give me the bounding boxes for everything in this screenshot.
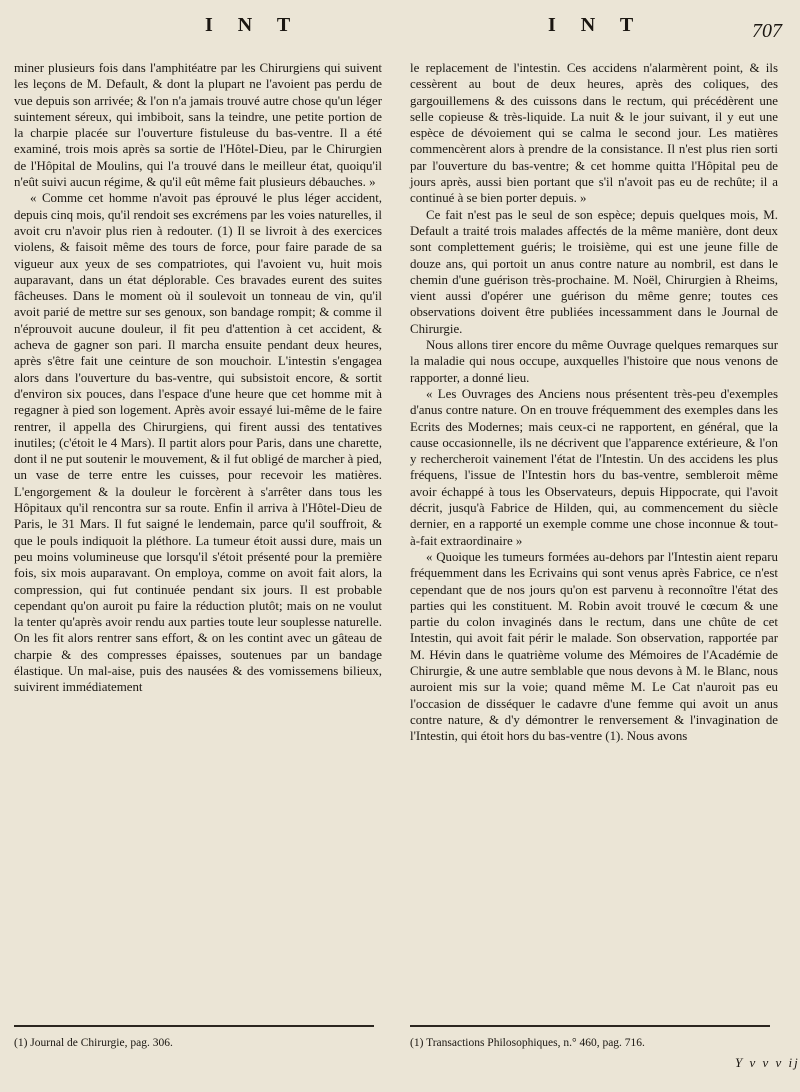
left-paragraph-1: miner plusieurs fois dans l'amphitéatre par les Chirurgiens qui suivent les leçons de M. Default, & dont la plupart ne l'avoient pas perdu de vue depuis son arrivée; & l'on n'a jamais trouvé autre chose qu'un léger suintement séreux, qui imbiboit, sans la teindre, une petite portion de la charpie placée sur l'ouverture fistuleuse du bas-ventre. Il a été examiné, trois mois après sa sortie de l'Hôtel-Dieu, par le Chirurgien de l'Hôpital de Moulins, qui l'a trouvé dans le meilleur état, quoiqu'il n'eût suivi aucun régime, & qu'il eût même fait plusieurs débauches. » [14,61,382,190]
right-paragraph-4: « Les Ouvrages des Anciens nous présentent très-peu d'exemples d'anus contre nature. On en trouve fréquemment des exemples dans les Ecrits des Modernes; mais ceux-ci ne rapportent, en général, que la cause occasionnelle, ils ne décrivent que l'apparence extérieure, & l'on y rechercheroit vainement l'état de l'Intestin. Un des accidens les plus fréquens, l'issue de l'Intestin hors du bas-ventre, sembleroit même avoir échappé à tous les Observateurs, depuis Hippocrate, qui l'avoit décrit, jusqu'à Fabrice de Hilden, qui, au commencement du siècle dernier, en a rapporté un exemple comme une chose inconnue & tout-à-fait extraordinaire » [410,386,778,548]
running-head-right: I N T [548,14,644,36]
signature-mark: Y v v v ij [735,1055,800,1070]
left-paragraph-2: « Comme cet homme n'avoit pas éprouvé le plus léger accident, depuis cinq mois, qu'il rendoit ses excrémens par les voies naturelles, il avoit cru n'avoir plus rien à redouter. (1) Il se livroit à des exercices violens, & faisoit même des tours de force, pour faire parade de sa vigueur aux yeux de ses compatriotes, qui l'avoient vu, huit mois auparavant, dans un état déplorable. Ces bravades eurent des suites fâcheuses. Dans le moment où il soulevoit un tonneau de vin, qu'il avoit parié de mettre sur ses genoux, son bandage rompit; & comme il n'éprouvoit aucune douleur, il fit peu d'attention à cet accident, & acheva de gagner son pari. Il marcha ensuite pendant deux heures, après s'être fait une ceinture de son mouchoir. L'intestin s'engagea alors dans l'ouverture du bas-ventre, qui subsistoit encore, & sortit d'environ six pouces, dans l'espace d'une heure que cet homme mit à regagner à pied son logement. Après avoir essayé lui-même de le faire rentrer, il appella des Chirurgiens, qui firent aussi des tentatives inutiles; (c'étoit le 4 Mars). Il partit alors pour Paris, dans une charette, dont il ne put soutenir le mouvement, & il fut obligé de marcher à pied, un vase de terre entre les cuisses, pour recevoir les matières. L'engorgement & la douleur le forcèrent à s'arrêter dans tous les Hôpitaux qu'il rencontra sur sa route. Enfin il arriva à l'Hôtel-Dieu de Paris, le 31 Mars. Il fut saigné le lendemain, parce qu'il souffroit, & que le pouls indiquoit la pléthore. La tumeur étoit aussi dure, mais un peu moins volumineuse que lorsqu'il s'étoit présenté pour la première fois, six mois auparavant. On employa, comme on avoit fait alors, la compression, qui fut continuée pendant six jours. Il est probable cependant qu'on auroit pu faire la réduction plutôt; mais on ne voulut la tenter qu'après avoir rendu aux parties toute leur souplesse naturelle. On les fit alors rentrer sans effort, & on les contint avec un gâteau de charpie & des compresses épaisses, soutenues par un bandage élastique. Un mal-aise, puis des nausées & des vomissemens bilieux, suivirent immédiatement [14,191,383,695]
right-paragraph-1: le replacement de l'intestin. Ces accidens n'alarmèrent point, & ils cessèrent au bout de deux heures, après des coliques, des gargouillemens & des cuissons dans le rectum, qui précédèrent une selle copieuse & très-liquide. La nuit & le jour suivant, il y eut une espèce de dévoiement qui se calma le second jour. Les matières commencèrent alors à prendre de la consistance. Il n'est plus rien sorti par l'ouverture du bas-ventre; & cet homme quitta l'Hôpital peu de jours après, aussi bien portant que s'il n'avoit pas eu de rechûte; il a continué à se bien porter depuis. » [410,61,778,206]
footnote-left: (1) Journal de Chirurgie, pag. 306. [14,1037,173,1049]
footnote-divider-left [14,1025,374,1027]
left-column [14,60,382,696]
page-number: 707 [752,20,782,42]
right-paragraph-2: Ce fait n'est pas le seul de son espèce; depuis quelques mois, M. Default a traité trois malades affectés de la même manière, dont deux sont complettement guéris; le troisième, qui est une jeune fille de douze ans, qui portoit un anus contre nature au nombril, est dans le chemin d'une guérison très-prochaine. M. Noël, Chirurgien à Rheims, vient aussi d'opérer une guérison du même genre; toutes ces observations doivent être publiées incessamment dans le Journal de Chirurgie. [410,207,778,336]
footnote-divider-right [410,1025,770,1027]
footnote-right: (1) Transactions Philosophiques, n.° 460, pag. 716. [410,1037,645,1049]
right-paragraph-3: Nous allons tirer encore du même Ouvrage quelques remarques sur la maladie qui nous occupe, auxquelles l'histoire que nous venons de rapporter, a donné lieu. [410,338,778,385]
right-paragraph-5: « Quoique les tumeurs formées au-dehors par l'Intestin aient reparu fréquemment dans les Ecrivains qui sont venus après Fabrice, ce n'est cependant que de nos jours qu'on est parvenu à reconnoître l'état des parties qui les constituent. M. Robin avoit trouvé le cœcum & une partie du colon invaginés dans le rectum, dans une chûte de cet Intestin, qui avoit fait périr le malade. Son observation, rapportée par M. Hévin dans le quatrième volume des Mémoires de l'Académie de Chirurgie, & une autre semblable que nous devons à M. le Blanc, nous auroient mis sur la voie; quand même M. Le Cat n'auroit pas eu l'occasion de disséquer le cadavre d'une femme qui avoit un anus contre nature, & d'y démontrer le renversement & l'invagination de l'Intestin, qui étoit hors du bas-ventre (1). Nous avons [410,549,778,744]
right-column [410,60,778,744]
running-head-left: I N T [205,14,301,36]
